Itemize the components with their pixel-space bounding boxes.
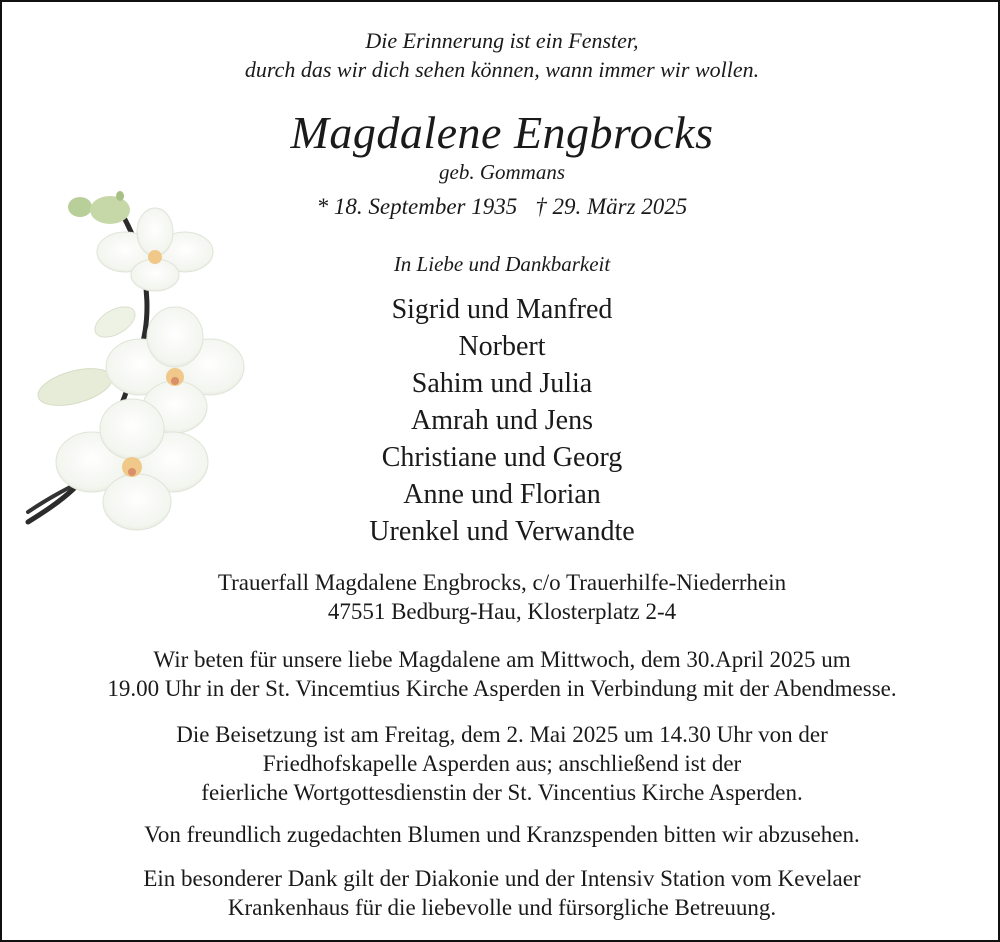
mourner-line: Sigrid und Manfred [391, 294, 613, 325]
flowers-note: Von freundlich zugedachten Blumen und Kranzspenden bitten wir abzusehen. [144, 822, 860, 847]
motto-line-1: Die Erinnerung ist ein Fenster, [365, 28, 639, 53]
motto-line-2: durch das wir dich sehen können, wann immer wir wollen. [244, 57, 760, 82]
gratitude-line-2: Krankenhaus für die liebevolle und fürsorgliche Betreuung. [227, 895, 777, 920]
mourner-line: Amrah und Jens [411, 405, 593, 436]
mourner-line: Norbert [458, 331, 546, 362]
mass-line-1: Wir beten für unsere liebe Magdalene am Mittwoch, dem 30.April 2025 um [153, 647, 851, 672]
death-date: † 29. März 2025 [535, 194, 688, 219]
burial-line-2: Friedhofskapelle Asperden aus; anschließend ist der [262, 751, 742, 776]
mass-line-2: 19.00 Uhr in der St. Vincemtius Kirche Asperden in Verbindung mit der Abendmesse. [107, 676, 897, 701]
burial-line-1: Die Beisetzung ist am Freitag, dem 2. Mai 2025 um 14.30 Uhr von der [176, 722, 828, 747]
birth-date: * 18. September 1935 [316, 194, 518, 219]
life-dates [2, 194, 1000, 220]
maiden-name: geb. Gommans [439, 160, 565, 184]
mourner-line: Sahim und Julia [411, 368, 593, 399]
address-line-1: Trauerfall Magdalene Engbrocks, c/o Trauerhilfe-Niederrhein [217, 570, 787, 595]
mourner-line: Urenkel und Verwandte [369, 516, 635, 547]
burial-line-3: feierliche Wortgottesdienstin der St. Vincentius Kirche Asperden. [201, 780, 803, 805]
mourner-line: Christiane und Georg [381, 442, 623, 473]
thanks-line: In Liebe und Dankbarkeit [393, 252, 611, 276]
mourner-line: Anne und Florian [403, 479, 601, 510]
address-line-2: 47551 Bedburg-Hau, Klosterplatz 2-4 [327, 599, 677, 624]
gratitude-line-1: Ein besonderer Dank gilt der Diakonie und der Intensiv Station vom Kevelaer [143, 866, 861, 891]
deceased-name: Magdalene Engbrocks [290, 107, 714, 158]
